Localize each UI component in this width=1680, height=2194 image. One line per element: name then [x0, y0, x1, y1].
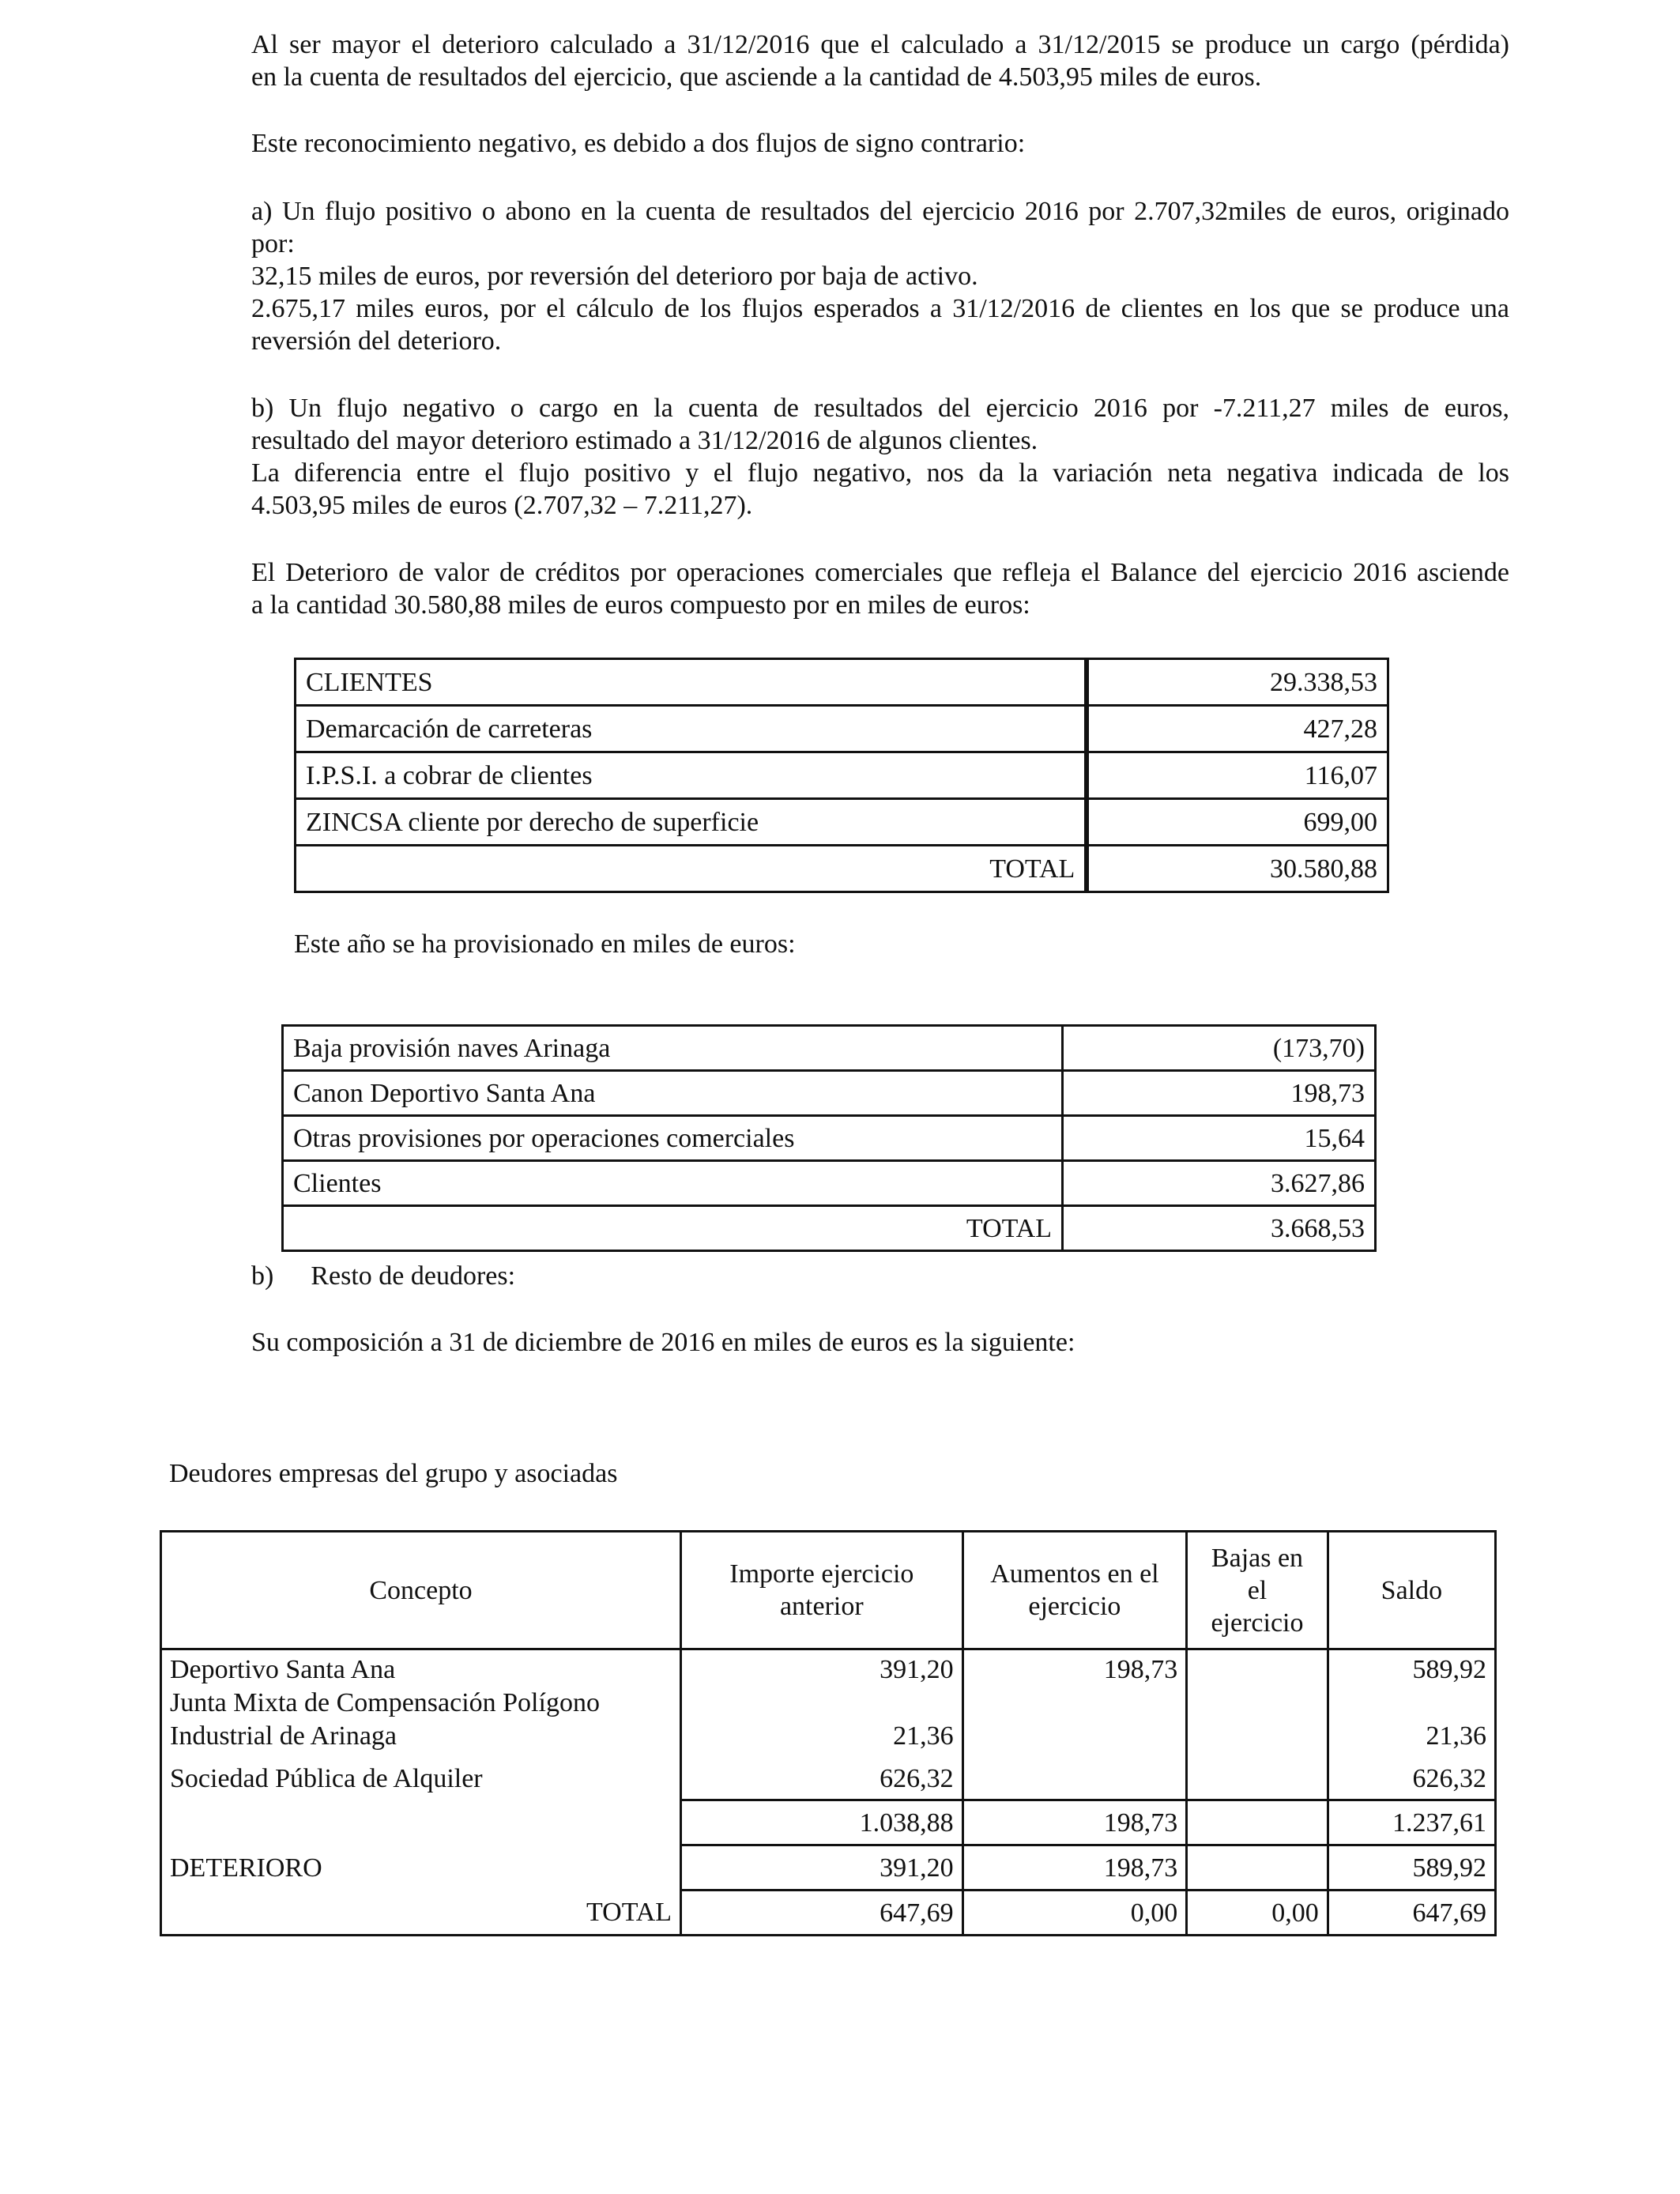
row-value: 391,20 — [880, 1655, 954, 1684]
header-bajas — [1187, 1532, 1328, 1649]
text-line: Este año se ha provisionado en miles de euros: — [294, 929, 796, 959]
text-line: b) Un flujo negativo o cargo en la cuenta de resultados del ejercicio 2016 por -7.211,27 miles de euros, — [251, 394, 1509, 423]
row-label: Junta Mixta de Compensación Polígono — [170, 1688, 600, 1717]
row-value: 21,36 — [1426, 1721, 1486, 1751]
total-row — [161, 1891, 1496, 1936]
deterioro-importe: 391,20 — [681, 1845, 963, 1891]
paragraph-composicion — [251, 1326, 1509, 1359]
header-label: Importe ejercicio — [729, 1559, 914, 1589]
row-label: ZINCSA cliente por derecho de superficie — [296, 800, 1087, 846]
total-value: 3.668,53 — [1063, 1206, 1376, 1251]
provisiones-table — [281, 1024, 1377, 1252]
header-concepto — [161, 1532, 681, 1649]
subtotal-aumentos: 198,73 — [962, 1800, 1187, 1845]
text-line: en la cuenta de resultados del ejercicio, que asciende a la cantidad de 4.503,95 miles de euros. — [251, 62, 1262, 92]
total-value: 30.580,88 — [1087, 846, 1387, 891]
deterioro-composicion-table — [294, 658, 1389, 893]
text-line: Este reconocimiento negativo, es debido a dos flujos de signo contrario: — [251, 129, 1026, 158]
row-label: Deportivo Santa Ana — [170, 1655, 396, 1684]
total-label: TOTAL — [161, 1891, 681, 1936]
row-value: 589,92 — [1412, 1655, 1486, 1684]
text-line: Deudores empresas del grupo y asociadas — [169, 1459, 618, 1488]
deterioro-bajas — [1187, 1845, 1328, 1891]
header-aumentos — [962, 1532, 1187, 1649]
text-line: Su composición a 31 de diciembre de 2016 en miles de euros es la siguiente: — [251, 1328, 1075, 1357]
total-bajas: 0,00 — [1187, 1891, 1328, 1936]
header-saldo — [1328, 1532, 1495, 1649]
paragraph-flujo-negativo — [251, 392, 1509, 522]
row-value: 626,32 — [880, 1764, 954, 1793]
row-value: 116,07 — [1087, 753, 1387, 800]
table-body-row — [161, 1649, 1496, 1800]
total-label: TOTAL — [296, 846, 1087, 891]
table-header-row — [161, 1532, 1496, 1649]
row-value: 15,64 — [1063, 1116, 1376, 1161]
subtotal-row — [161, 1800, 1496, 1845]
paragraph-provisionado — [294, 928, 1400, 960]
subtotal-saldo: 1.237,61 — [1328, 1800, 1495, 1845]
text-line: a) Un flujo positivo o abono en la cuenta de resultados del ejercicio 2016 por 2.707,32miles de euros, originado — [251, 197, 1509, 226]
row-value: (173,70) — [1063, 1026, 1376, 1071]
header-importe — [681, 1532, 963, 1649]
text-line: 32,15 miles de euros, por reversión del deterioro por baja de activo. — [251, 262, 978, 291]
deterioro-saldo: 589,92 — [1328, 1845, 1495, 1891]
table-row — [283, 1071, 1376, 1116]
header-label: Bajas en — [1211, 1543, 1304, 1573]
row-value: 198,73 — [1103, 1655, 1178, 1684]
row-value: 29.338,53 — [1087, 660, 1387, 707]
row-value: 699,00 — [1087, 800, 1387, 846]
row-label: Clientes — [283, 1161, 1063, 1206]
aumentos-cell — [962, 1649, 1187, 1800]
total-importe: 647,69 — [681, 1891, 963, 1936]
deudores-grupo-table — [160, 1530, 1497, 1936]
row-label: Sociedad Pública de Alquiler — [170, 1764, 483, 1793]
header-label: anterior — [779, 1592, 864, 1621]
section-heading: Resto de deudores: — [311, 1261, 516, 1291]
subtotal-bajas — [1187, 1800, 1328, 1845]
list-marker: b) — [251, 1261, 274, 1291]
row-value: 21,36 — [893, 1721, 954, 1751]
row-label: Demarcación de carreteras — [296, 707, 1087, 753]
text-line: La diferencia entre el flujo positivo y el flujo negativo, nos da la variación neta negativa indicada de los — [251, 458, 1509, 488]
row-label: I.P.S.I. a cobrar de clientes — [296, 753, 1087, 800]
importe-cell — [681, 1649, 963, 1800]
header-label: Concepto — [369, 1575, 473, 1605]
text-line: 2.675,17 miles euros, por el cálculo de los flujos esperados a 31/12/2016 de clientes en los que se produce una — [251, 294, 1509, 323]
header-label: Aumentos en el — [990, 1559, 1159, 1589]
text-line: reversión del deterioro. — [251, 326, 502, 356]
table-row — [296, 800, 1387, 846]
deterioro-label: DETERIORO — [161, 1845, 681, 1891]
row-value: 3.627,86 — [1063, 1161, 1376, 1206]
header-label: ejercicio — [1211, 1608, 1304, 1638]
bajas-cell — [1187, 1649, 1328, 1800]
paragraph-flujo-positivo — [251, 195, 1509, 357]
table-row — [283, 1026, 1376, 1071]
table-row — [283, 1116, 1376, 1161]
table-row — [296, 753, 1387, 800]
header-label: Saldo — [1381, 1575, 1443, 1605]
row-label: CLIENTES — [296, 660, 1087, 707]
text-line: El Deterioro de valor de créditos por operaciones comerciales que refleja el Balance del ejercicio 2016 asciende — [251, 558, 1509, 587]
row-value: 198,73 — [1063, 1071, 1376, 1116]
total-row — [283, 1206, 1376, 1251]
text-line: resultado del mayor deterioro estimado a 31/12/2016 de algunos clientes. — [251, 426, 1038, 455]
row-label: Baja provisión naves Arinaga — [283, 1026, 1063, 1071]
paragraph-reconocimiento — [251, 127, 1509, 160]
total-aumentos: 0,00 — [962, 1891, 1187, 1936]
table-row — [283, 1161, 1376, 1206]
paragraph-deterioro-balance — [251, 556, 1509, 621]
total-row — [296, 846, 1387, 891]
table-row — [296, 707, 1387, 753]
text-line: 4.503,95 miles de euros (2.707,32 – 7.211,27). — [251, 491, 753, 520]
paragraph-deterioro-cargo — [251, 28, 1509, 93]
concepto-cell — [161, 1649, 681, 1800]
text-line: a la cantidad 30.580,88 miles de euros compuesto por en miles de euros: — [251, 590, 1030, 620]
total-saldo: 647,69 — [1328, 1891, 1495, 1936]
total-label: TOTAL — [283, 1206, 1063, 1251]
text-line: por: — [251, 229, 295, 258]
row-value: 626,32 — [1412, 1764, 1486, 1793]
row-label: Otras provisiones por operaciones comerciales — [283, 1116, 1063, 1161]
subtotal-importe: 1.038,88 — [681, 1800, 963, 1845]
row-label: Industrial de Arinaga — [170, 1721, 397, 1751]
deterioro-row — [161, 1845, 1496, 1891]
deterioro-aumentos: 198,73 — [962, 1845, 1187, 1891]
header-label: el — [1247, 1575, 1268, 1605]
empty-cell — [161, 1800, 681, 1845]
row-label: Canon Deportivo Santa Ana — [283, 1071, 1063, 1116]
section-resto-deudores — [251, 1260, 1509, 1292]
table-row — [296, 660, 1387, 707]
row-value: 427,28 — [1087, 707, 1387, 753]
text-line: Al ser mayor el deterioro calculado a 31/12/2016 que el calculado a 31/12/2015 se produce un cargo (pérdida) — [251, 30, 1509, 59]
deudores-grupo-title — [169, 1457, 1427, 1490]
header-label: ejercicio — [1028, 1592, 1121, 1621]
saldo-cell — [1328, 1649, 1495, 1800]
